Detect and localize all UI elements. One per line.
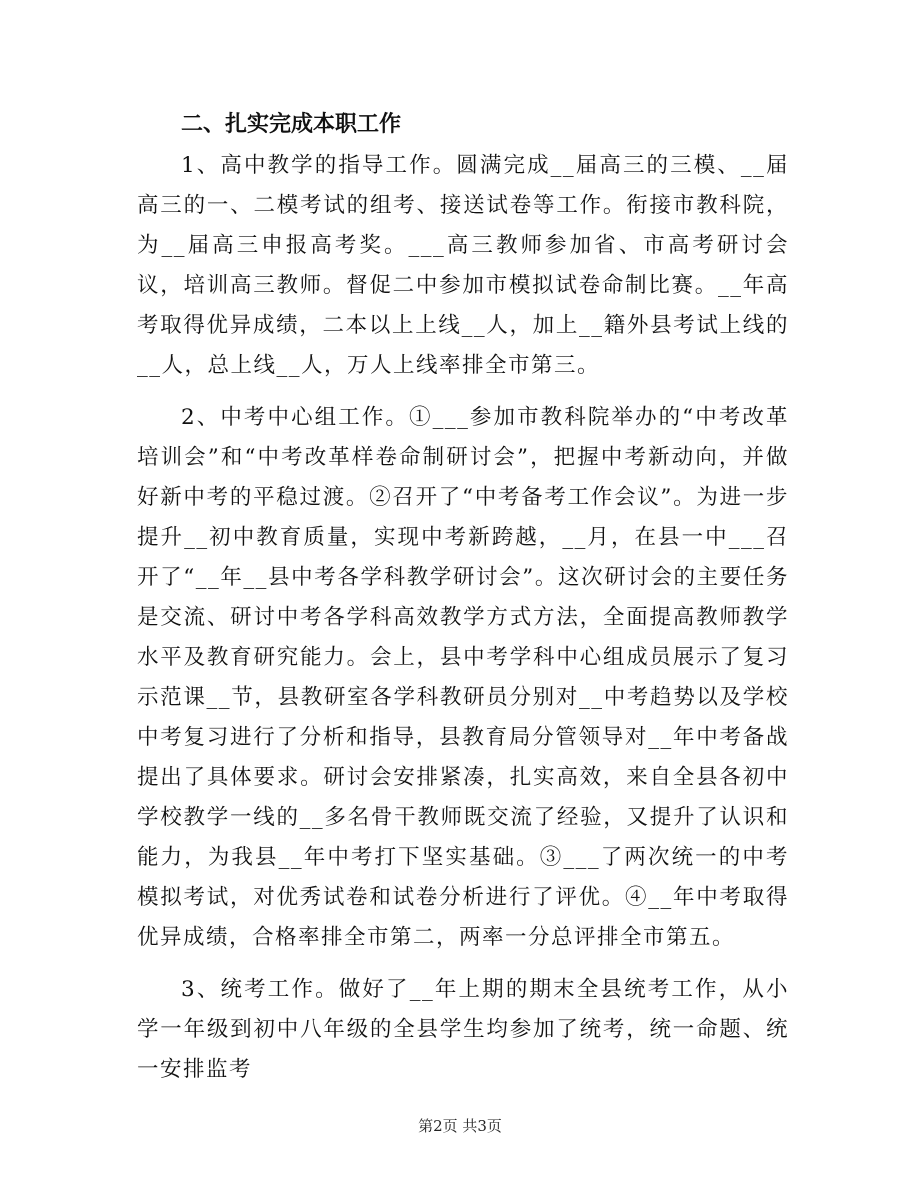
section-title: 二、扎实完成本职工作 <box>181 111 402 137</box>
paragraph-zhongkao-center-group: 2、中考中心组工作。①___参加市教科院举办的“中考改革培训会”和“中考改革样卷命制研讨会”，把握中考新动向，并做好新中考的平稳过渡。②召开了“中考备考工作会议”。为进一步提升__初中教育质量，实现中考新跨越，__月，在县一中___召开了“__年__县中考各学科教学研讨会”。这次研讨会的主要任务是交流、研讨中考各学科高效教学方式方法，全面提高教师教学水平及教育研究能力。会上，县中考学科中心组成员展示了复习示范课__节，县教研室各学科教研员分别对__中考趋势以及学校中考复习进行了分析和指导，县教育局分管领导对__年中考备战提出了具体要求。研讨会安排紧凑，扎实高效，来自全县各初中学校教学一线的__多名骨干教师既交流了经验，又提升了认识和能力，为我县__年中考打下坚实基础。③___了两次统一的中考模拟考试，对优秀试卷和试卷分析进行了评优。④__年中考取得优异成绩，合格率排全市第二，两率一分总评排全市第五。 <box>137 405 789 950</box>
page-number-footer: 第2页 共3页 <box>418 1117 502 1135</box>
document-body <box>137 102 789 1090</box>
paragraph-unified-exam: 3、统考工作。做好了__年上期的期末全县统考工作，从小学一年级到初中八年级的全县学生均参加了统考，统一命题、统一安排监考 <box>137 977 789 1082</box>
paragraph-high-school-guidance: 1、高中教学的指导工作。圆满完成__届高三的三模、__届高三的一、二模考试的组考、接送试卷等工作。衔接市教科院，为__届高三申报高考奖。___高三教师参加省、市高考研讨会议，培训高三教师。督促二中参加市模拟试卷命制比赛。__年高考取得优异成绩，二本以上上线__人，加上__籍外县考试上线的__人，总上线__人，万人上线率排全市第三。 <box>137 153 789 378</box>
